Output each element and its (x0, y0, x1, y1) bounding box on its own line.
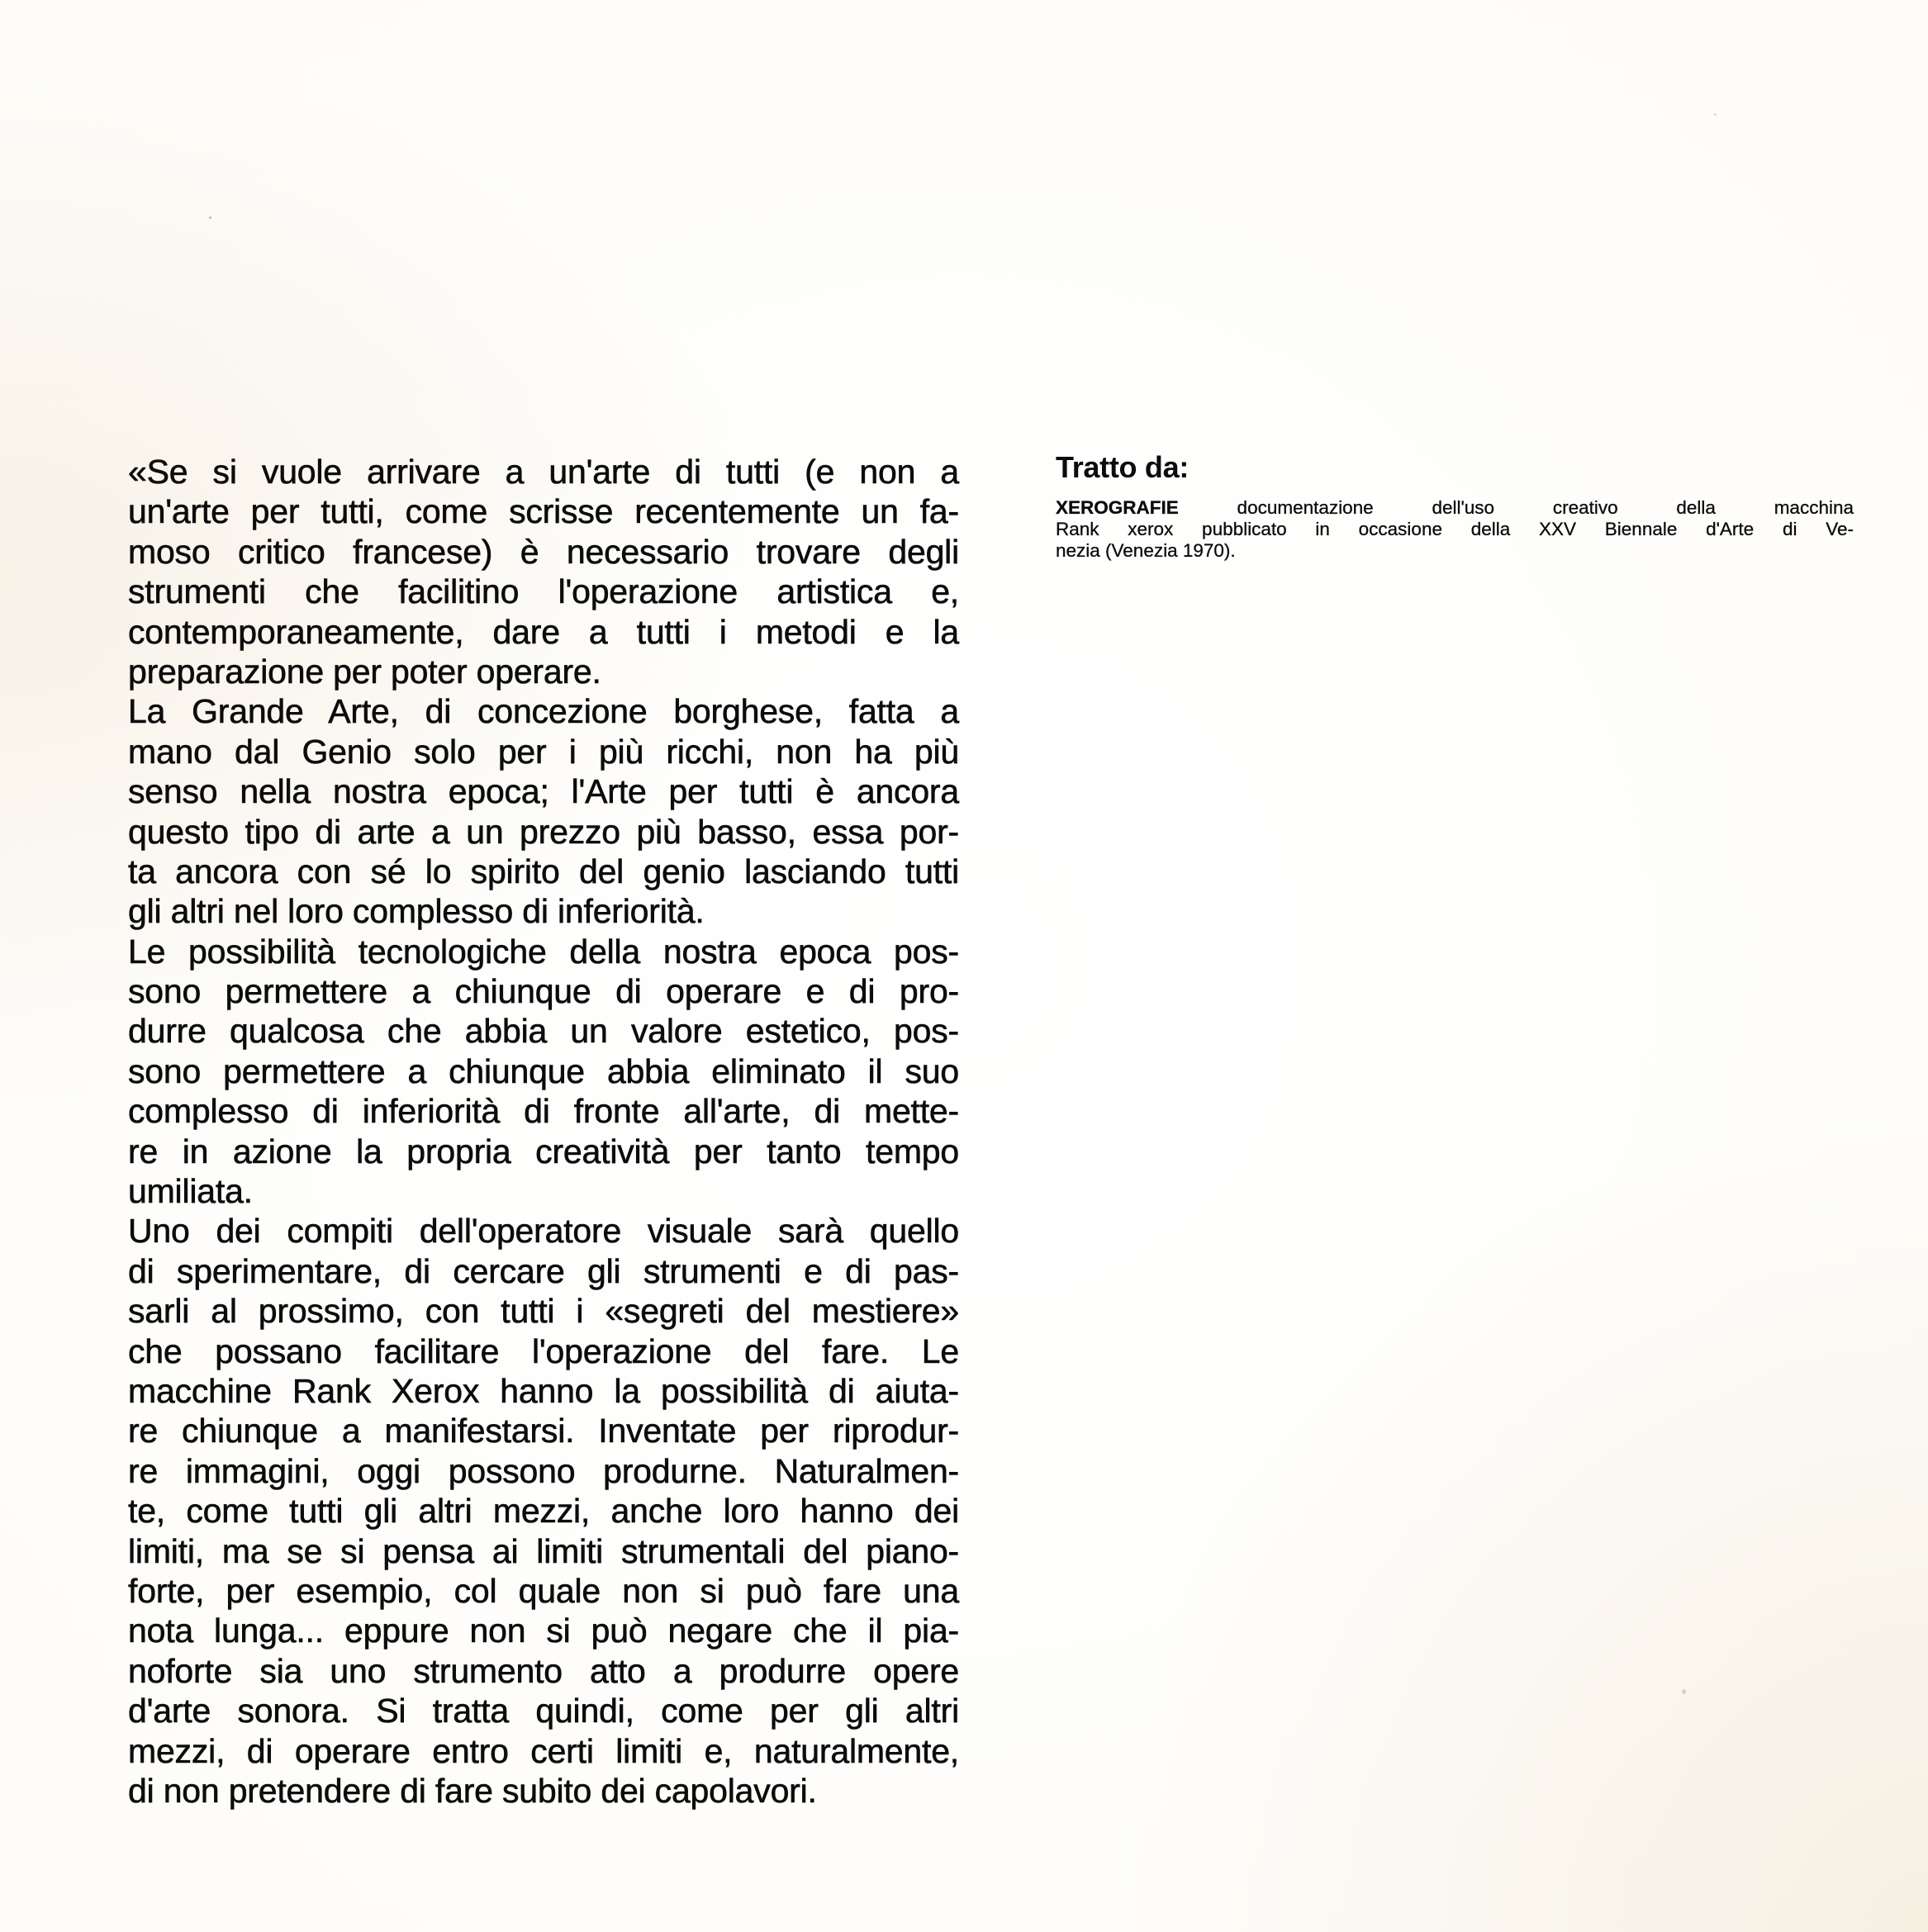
text-line: Le possibilità tecnologiche della nostra epoca pos- (128, 932, 959, 971)
text-line: strumenti che facilitino l'operazione artistica e, (128, 572, 959, 611)
text-line: limiti, ma se si pensa ai limiti strumentali del piano- (128, 1531, 959, 1570)
text-line: macchine Rank Xerox hanno la possibilità di aiuta- (128, 1371, 959, 1410)
paragraph (128, 1211, 959, 1811)
source-line (1056, 497, 1854, 519)
text-line: nota lunga... eppure non si può negare che il pia- (128, 1612, 959, 1650)
source-line: nezia (Venezia 1970). (1056, 540, 1236, 561)
text-line: noforte sia uno strumento atto a produrre opere (128, 1651, 959, 1690)
paper-speck (209, 216, 211, 219)
text-line: contemporaneamente, dare a tutti i metodi e la (128, 612, 959, 651)
source-citation (1056, 449, 1854, 562)
text-line: complesso di inferiorità di fronte all'arte, di mette- (128, 1092, 959, 1131)
text-line: forte, per esempio, col quale non si può fare una (128, 1571, 959, 1610)
text-line: Uno dei compiti dell'operatore visuale sarà quello (128, 1212, 959, 1251)
text-line: sono permettere a chiunque di operare e di pro- (128, 972, 959, 1011)
source-title: XEROGRAFIE (1056, 497, 1179, 518)
text-line: senso nella nostra epoca; l'Arte per tutti è ancora (128, 772, 959, 811)
text-line: umiliata. (128, 1172, 253, 1211)
text-line: sono permettere a chiunque abbia eliminato il suo (128, 1051, 959, 1090)
text-line: preparazione per poter operare. (128, 652, 601, 691)
text-line: di non pretendere di fare subito dei capolavori. (128, 1771, 817, 1810)
text-line: d'arte sonora. Si tratta quindi, come per gli altri (128, 1692, 959, 1730)
text-line: moso critico francese) è necessario trovare degli (128, 532, 959, 571)
text-line: re in azione la propria creatività per tanto tempo (128, 1132, 959, 1170)
text-line: questo tipo di arte a un prezzo più basso, essa por- (128, 812, 959, 851)
source-heading: Tratto da: (1056, 450, 1190, 484)
text-line: sarli al prossimo, con tutti i «segreti del mestiere» (128, 1292, 959, 1331)
source-line-text: documentazione dell'uso creativo della macchina (1178, 497, 1854, 518)
text-line: mezzi, di operare entro certi limiti e, naturalmente, (128, 1731, 959, 1770)
text-line: gli altri nel loro complesso di inferiorità. (128, 892, 705, 931)
text-line: che possano facilitare l'operazione del fare. Le (128, 1332, 959, 1370)
text-line: re chiunque a manifestarsi. Inventate per riprodur- (128, 1412, 959, 1450)
paper-speck (1682, 1689, 1686, 1694)
text-line: di sperimentare, di cercare gli strumenti e di pas- (128, 1251, 959, 1290)
paper-speck (1714, 113, 1717, 116)
paragraph (128, 452, 959, 691)
paragraph (128, 932, 959, 1212)
text-line: te, come tutti gli altri mezzi, anche loro hanno dei (128, 1492, 959, 1531)
text-line: mano dal Genio solo per i più ricchi, non ha più (128, 732, 959, 771)
source-line: Rank xerox pubblicato in occasione della XXV Biennale d'Arte di Ve- (1056, 519, 1854, 539)
text-line: ta ancora con sé lo spirito del genio lasciando tutti (128, 852, 959, 890)
text-line: «Se si vuole arrivare a un'arte di tutti (e non a (128, 453, 959, 491)
body-text-column (128, 452, 959, 1811)
text-line: durre qualcosa che abbia un valore estetico, pos- (128, 1012, 959, 1051)
text-line: La Grande Arte, di concezione borghese, fatta a (128, 692, 959, 731)
text-line: re immagini, oggi possono produrne. Naturalmen- (128, 1451, 959, 1490)
paragraph (128, 691, 959, 931)
text-line: un'arte per tutti, come scrisse recentemente un fa- (128, 492, 959, 531)
